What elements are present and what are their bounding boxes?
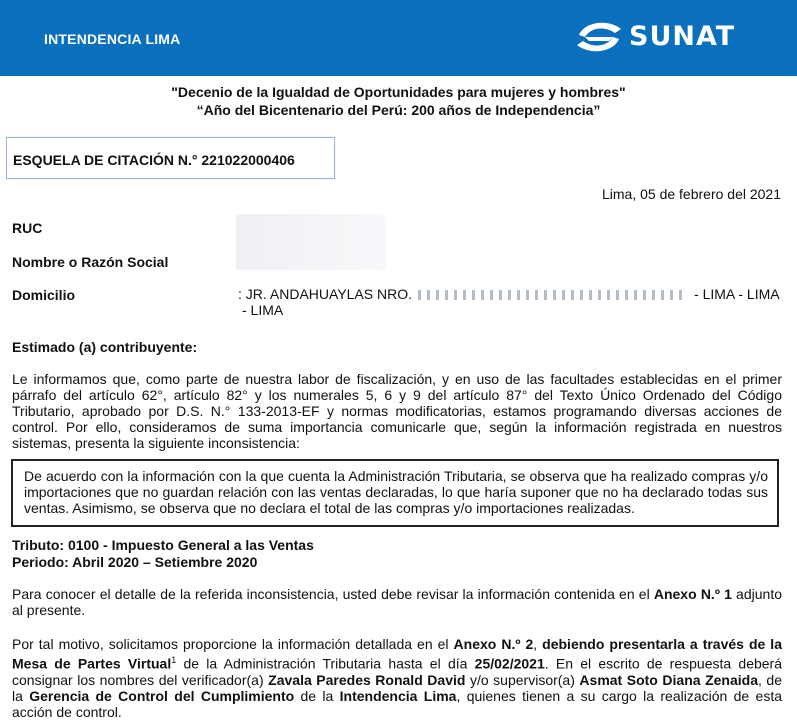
- verifier-name: Zavala Paredes Ronald David: [268, 671, 466, 688]
- header-title: INTENDENCIA LIMA: [44, 31, 181, 47]
- inconsistency-text: De acuerdo con la información con la que cuenta la Administración Tributaria, se observa que ha realizado compras y/o importaciones que no guardan relación con las ventas declaradas, lo que haría suponer que no ha declarado todas sus ventas. Asimismo, se observa que no declara el total de las compras y/o importaciones realizadas.: [24, 468, 768, 516]
- annex2-reference: Anexo N.º 2: [453, 636, 534, 652]
- request-text-8: , quienes tienen a su cargo la realización de esta acción de control.: [12, 687, 783, 720]
- intendencia-name: Intendencia Lima: [339, 687, 457, 704]
- domicilio-suffix: - LIMA - LIMA: [694, 286, 780, 302]
- request-text-1: Por tal motivo, solicitamos proporcione la información detallada en el: [12, 636, 454, 652]
- deadline-date: 25/02/2021: [474, 655, 545, 672]
- sunat-emblem-icon: [575, 17, 623, 57]
- request-text-4: . En el escrito de respuesta deberá consignar los nombres del verificador(a): [12, 655, 783, 688]
- citation-number: ESQUELA DE CITACIÓN N.° 221022000406: [13, 152, 295, 168]
- annex1-text-before: Para conocer el detalle de la referida inconsistencia, usted debe revisar la información contenida en el: [12, 586, 654, 602]
- logo-text: SUNAT: [629, 21, 736, 52]
- annex1-paragraph: [12, 586, 782, 618]
- request-text-5: y/o supervisor(a): [465, 671, 580, 688]
- domicilio-line-2: - LIMA: [242, 302, 284, 318]
- redacted-address: [418, 290, 688, 300]
- supervisor-name: Asmat Soto Diana Zenaida: [579, 671, 758, 688]
- domicilio-value: [238, 286, 780, 318]
- gerencia-name: Gerencia de Control del Cumplimiento: [29, 687, 295, 704]
- annex1-text-after: adjunto al presente.: [12, 586, 782, 618]
- greeting: Estimado (a) contribuyente:: [12, 339, 198, 355]
- periodo-line: Periodo: Abril 2020 – Setiembre 2020: [12, 554, 258, 570]
- motto-line-2: “Año del Bicentenario del Perú: 200 años de Independencia”: [196, 102, 601, 118]
- sunat-logo: [575, 17, 775, 57]
- inconsistency-box: [11, 459, 779, 527]
- request-paragraph: [12, 636, 782, 720]
- razon-social-label: Nombre o Razón Social: [12, 254, 169, 270]
- request-text-3: de la Administración Tributaria hasta el día: [176, 655, 475, 672]
- redacted-ruc-name: [236, 214, 386, 270]
- request-text-2: ,: [533, 636, 543, 652]
- ruc-label: RUC: [12, 220, 43, 236]
- request-text-6: , de la: [12, 671, 782, 704]
- citation-box: [6, 137, 335, 179]
- request-text-7: de la: [294, 687, 340, 704]
- motto-line-1: "Decenio de la Igualdad de Oportunidades para mujeres y hombres": [171, 84, 626, 100]
- domicilio-prefix: : JR. ANDAHUAYLAS NRO.: [238, 286, 413, 302]
- intro-paragraph: Le informamos que, como parte de nuestra labor de fiscalización, y en uso de las facultades establecidas en el primer párrafo del artículo 62°, artículo 82° y los numerales 5, 6 y 9 del artículo 87° del Texto Único Ordenado del Código Tributario, aprobado por D.S. N.° 133-2013-EF y normas modificatorias, estamos programando diversas acciones de control. Por ello, consideramos de suma importancia comunicarle que, según la información registrada en nuestros sistemas, presenta la siguiente inconsistencia:: [12, 371, 782, 451]
- annex1-reference: Anexo N.º 1: [653, 586, 732, 602]
- domicilio-label: Domicilio: [12, 287, 76, 303]
- footnote-marker: 1: [171, 655, 177, 665]
- tributo-line: Tributo: 0100 - Impuesto General a las Ventas: [12, 537, 314, 553]
- header-bar: [0, 0, 797, 76]
- document-date: Lima, 05 de febrero del 2021: [601, 186, 781, 202]
- mesa-partes-virtual: debiendo presentarla a través de la Mesa de Partes Virtual: [12, 636, 782, 672]
